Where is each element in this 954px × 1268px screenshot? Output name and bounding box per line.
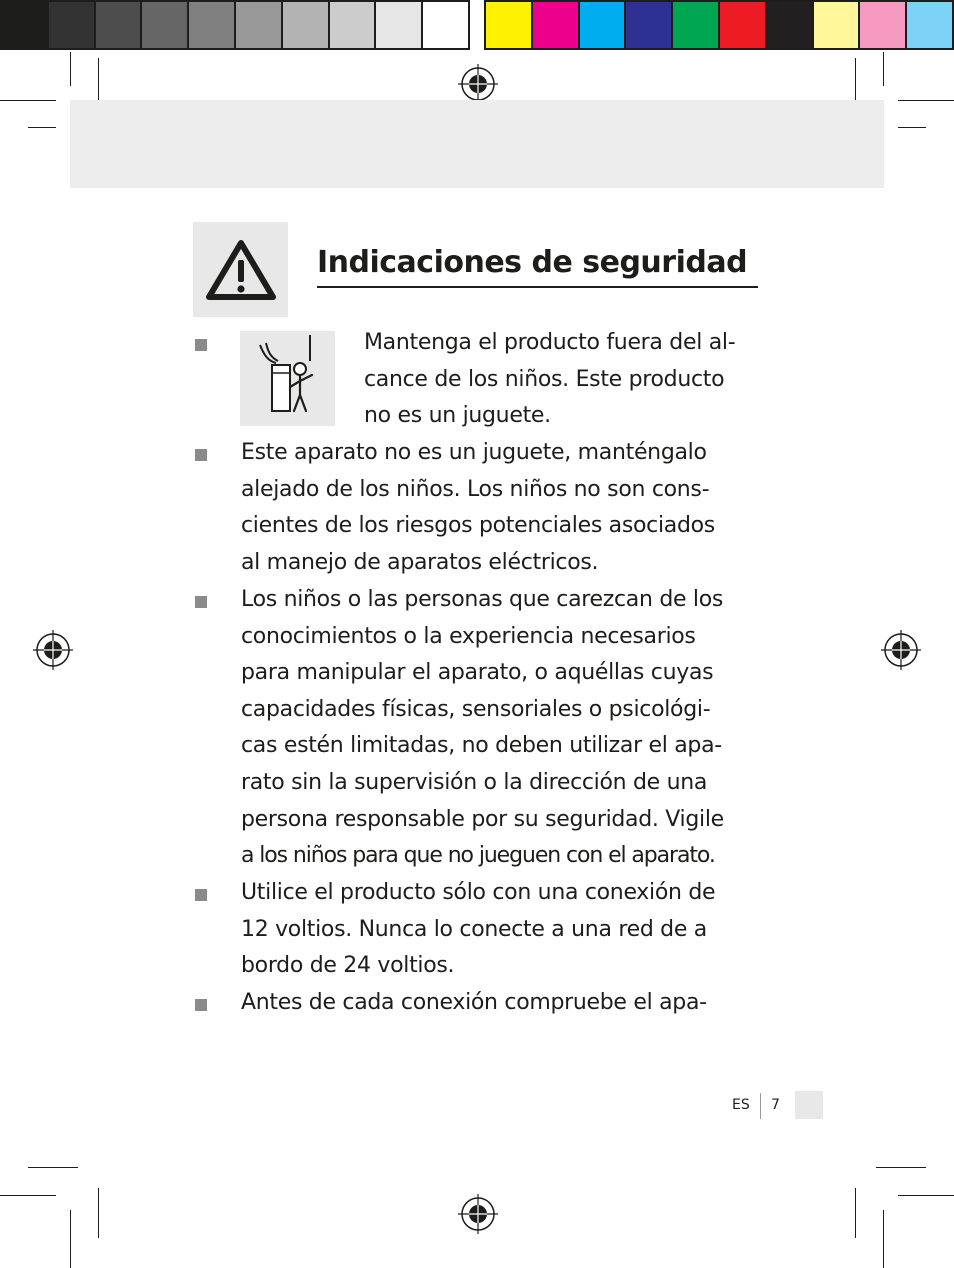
color-swatch (860, 2, 907, 48)
text-line: para manipular el aparato, o aquéllas cuyas (241, 660, 714, 686)
page-title: Indicaciones de seguridad (317, 244, 758, 288)
crop-mark (898, 127, 926, 128)
bullet-marker (195, 999, 207, 1011)
footer-language: ES (732, 1097, 750, 1113)
text-line: Los niños o las personas que carezcan de los (241, 587, 724, 612)
child-safety-icon (240, 331, 335, 426)
crop-mark (855, 58, 856, 104)
color-calibration-bar (484, 0, 954, 50)
safety-item-3 (241, 582, 724, 875)
bullet-marker (195, 449, 207, 461)
text-line: cance de los niños. Este producto (364, 366, 725, 392)
crop-mark (70, 1210, 71, 1268)
crop-mark (898, 1195, 954, 1196)
footer-divider (760, 1093, 761, 1119)
gray-swatch (2, 2, 49, 48)
crop-mark (883, 52, 884, 86)
crop-mark (898, 100, 954, 101)
color-swatch (720, 2, 767, 48)
text-line: Mantenga el producto fuera del al- (364, 330, 736, 355)
page-number: 7 (771, 1097, 780, 1113)
gray-swatch (49, 2, 96, 48)
color-swatch (767, 2, 814, 48)
crop-mark (70, 52, 71, 86)
crop-mark (855, 1188, 856, 1238)
bullet-marker (195, 596, 207, 608)
text-line: Este aparato no es un juguete, manténgalo (241, 440, 707, 465)
child-safety-icon-box (240, 331, 335, 426)
text-line: persona responsable por su seguridad. Vigile (241, 806, 724, 832)
text-line: alejado de los niños. Los niños no son cons- (241, 476, 710, 502)
safety-item-5 (241, 985, 707, 1022)
warning-icon-box (193, 222, 288, 317)
registration-mark-icon (458, 64, 498, 104)
text-line: conocimientos o la experiencia necesarios (241, 623, 696, 649)
bullet-marker (195, 339, 207, 351)
text-line: capacidades físicas, sensoriales o psicológi- (241, 696, 711, 722)
safety-item-2 (241, 435, 715, 581)
crop-mark (0, 100, 56, 101)
color-swatch (673, 2, 720, 48)
text-line: 12 voltios. Nunca lo conecte a una red de a (241, 916, 707, 942)
color-swatch (907, 2, 952, 48)
warning-triangle-icon (205, 238, 277, 302)
text-line: Utilice el producto sólo con una conexión de (241, 880, 716, 905)
text-line: no es un juguete. (364, 403, 551, 429)
registration-mark-icon (33, 630, 73, 670)
crop-mark (98, 1188, 99, 1238)
gray-swatch (96, 2, 143, 48)
color-swatch (814, 2, 861, 48)
crop-mark (883, 1210, 884, 1268)
gray-swatch (236, 2, 283, 48)
crop-mark (98, 58, 99, 104)
color-swatch (580, 2, 627, 48)
text-line: a los niños para que no jueguen con el aparato. (241, 843, 715, 869)
text-line: Antes de cada conexión compruebe el apa- (241, 990, 707, 1015)
registration-mark-icon (458, 1194, 498, 1234)
crop-mark (0, 1195, 56, 1196)
safety-item-1 (364, 325, 735, 435)
bullet-marker (195, 889, 207, 901)
text-line: cas estén limitadas, no deben utilizar el apa- (241, 733, 722, 759)
color-swatch (486, 2, 533, 48)
color-swatch (626, 2, 673, 48)
text-line: al manejo de aparatos eléctricos. (241, 549, 599, 575)
gray-swatch (142, 2, 189, 48)
text-line: rato sin la supervisión o la dirección de una (241, 769, 708, 795)
gray-swatch (189, 2, 236, 48)
safety-item-4 (241, 875, 715, 985)
text-line: cientes de los riesgos potenciales asociados (241, 513, 715, 539)
gray-swatch (330, 2, 377, 48)
grayscale-calibration-bar (0, 0, 470, 50)
text-line: bordo de 24 voltios. (241, 953, 455, 979)
header-band (70, 100, 884, 188)
gray-swatch (376, 2, 423, 48)
crop-mark (28, 1167, 78, 1168)
crop-mark (876, 1167, 926, 1168)
footer-tab-box (795, 1091, 823, 1119)
color-swatch (533, 2, 580, 48)
gray-swatch (423, 2, 468, 48)
registration-mark-icon (881, 630, 921, 670)
gray-swatch (283, 2, 330, 48)
crop-mark (28, 127, 56, 128)
